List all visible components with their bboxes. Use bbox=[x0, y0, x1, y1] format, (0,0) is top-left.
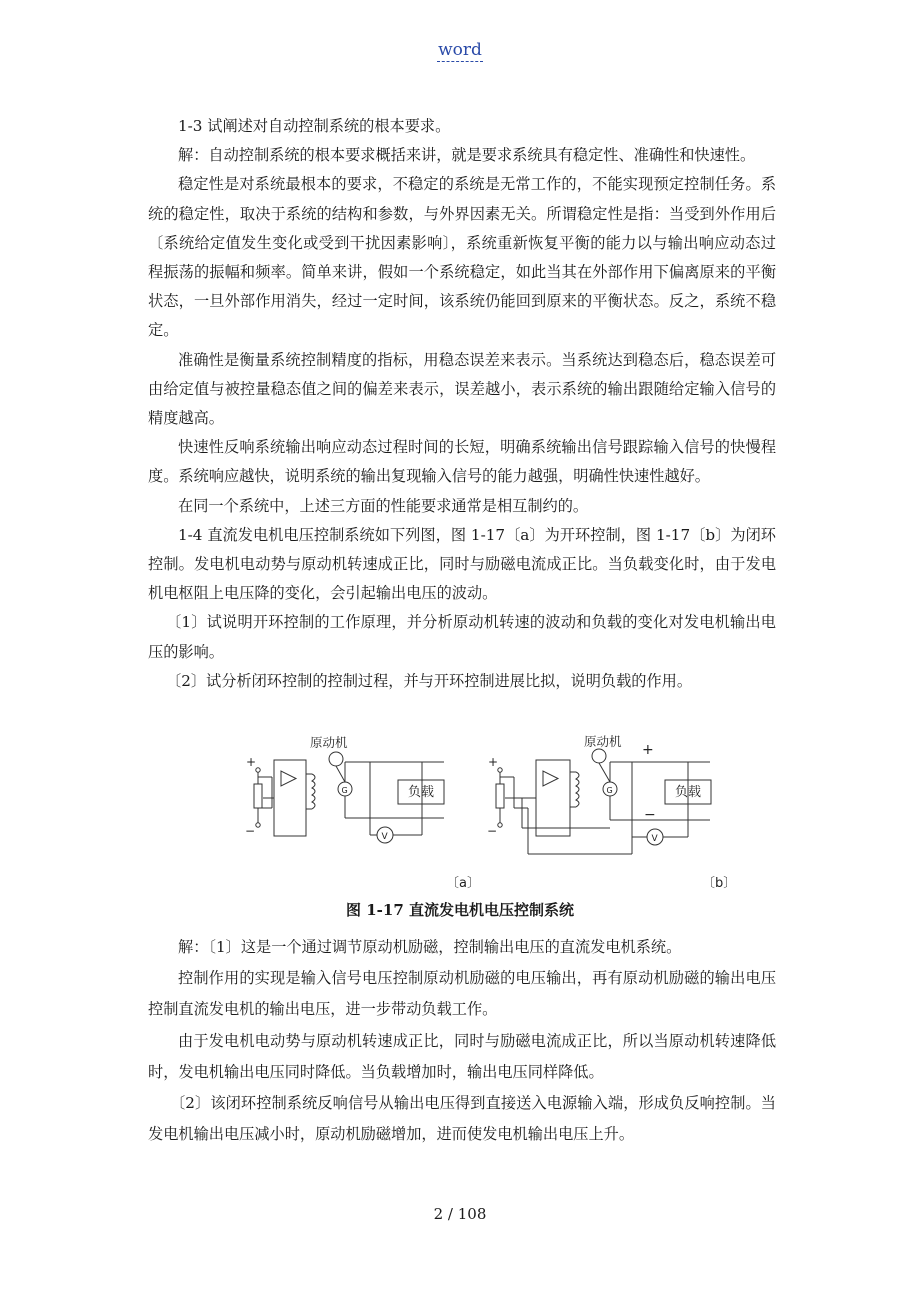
figure-a-sublabel: 〔a〕 bbox=[446, 876, 480, 891]
voltmeter-label-a: V bbox=[381, 832, 388, 842]
generator-label-a: G bbox=[341, 786, 348, 795]
question-1-4-part-1: 〔1〕试说明开环控制的工作原理，并分析原动机转速的波动和负载的变化对发电机输出电压的影响。 bbox=[148, 613, 776, 661]
page-header bbox=[0, 40, 920, 60]
accuracy-paragraph: 准确性是衡量系统控制精度的指标，用稳态误差来表示。当系统达到稳态后，稳态误差可由给定值与被控量稳态值之间的偏差来表示，误差越小，表示系统的输出跟随给定输入信号的精度越高。 bbox=[148, 350, 776, 428]
body-section-2 bbox=[148, 932, 776, 1150]
stability-paragraph: 稳定性是对系统最根本的要求，不稳定的系统是无常工作的，不能实现预定控制任务。系统的稳定性，取决于系统的结构和参数，与外界因素无关。所谓稳定性是指：当受到外作用后〔系统给定值发生变化或受到干扰因素影响〕，系统重新恢复平衡的能力以与输出响应动态过程振荡的振幅和频率。简单来讲，假如一个系统稳定，如此当其在外部作用下偏离原来的平衡状态，一旦外部作用消失，经过一定时间，该系统仍能回到原来的平衡状态。反之，系统不稳定。 bbox=[148, 175, 776, 340]
minus-output-label-b: − bbox=[644, 807, 656, 823]
minus-label-a: − bbox=[245, 824, 256, 838]
plus-label-a: + bbox=[246, 755, 257, 769]
question-1-4-part-2: 〔2〕试分析闭环控制的控制过程，并与开环控制进展比拟，说明负载的作用。 bbox=[166, 671, 693, 690]
answer-1-4-mechanism: 控制作用的实现是输入信号电压控制原动机励磁的电压输出，再有原动机励磁的输出电压控制直流发电机的输出电压，进一步带动负载工作。 bbox=[148, 969, 776, 1019]
answer-1-3-intro: 解：自动控制系统的根本要求概括来讲，就是要求系统具有稳定性、准确性和快速性。 bbox=[178, 146, 756, 165]
prime-mover-label-a: 原动机 bbox=[310, 735, 348, 750]
figure-caption: 图 1-17 直流发电机电压控制系统 bbox=[346, 901, 574, 919]
question-1-3: 1-3 试阐述对自动控制系统的根本要求。 bbox=[178, 117, 451, 135]
minus-label-b: − bbox=[487, 824, 498, 838]
tradeoff-paragraph: 在同一个系统中，上述三方面的性能要求通常是相互制约的。 bbox=[178, 496, 589, 515]
circuit-figure bbox=[232, 722, 752, 897]
voltmeter-label-b: V bbox=[651, 834, 658, 844]
load-label-a: 负载 bbox=[408, 785, 435, 800]
figure-b-sublabel: 〔b〕 bbox=[702, 876, 737, 891]
generator-label-b: G bbox=[606, 786, 613, 795]
speed-paragraph: 快速性反响系统输出响应动态过程时间的长短，明确系统输出信号跟踪输入信号的快慢程度。系统响应越快，说明系统的输出复现输入信号的能力越强，明确性快速性越好。 bbox=[148, 438, 776, 486]
answer-1-4-part-2: 〔2〕该闭环控制系统反响信号从输出电压得到直接送入电源输入端，形成负反响控制。当发电机输出电压减小时，原动机励磁增加，进而使发电机输出电压上升。 bbox=[148, 1094, 776, 1144]
load-label-b: 负载 bbox=[675, 785, 702, 800]
circuit-b bbox=[496, 749, 711, 854]
page-number: 2 / 108 bbox=[433, 1205, 487, 1223]
body-section-1 bbox=[148, 112, 776, 696]
header-title[interactable]: word bbox=[438, 40, 482, 60]
answer-1-4-part-1: 解：〔1〕这是一个通过调节原动机励磁，控制输出电压的直流发电机系统。 bbox=[178, 938, 682, 956]
question-1-4: 1-4 直流发电机电压控制系统如下列图，图 1-17〔a〕为开环控制，图 1-17〔b〕为闭环控制。发电机电动势与原动机转速成正比，同时与励磁电流成正比。当负载变化时，由于发电机电枢阻上电压降的变化，会引起输出电压的波动。 bbox=[148, 525, 776, 603]
plus-label-b: + bbox=[488, 755, 499, 769]
answer-1-4-effects: 由于发电机电动势与原动机转速成正比，同时与励磁电流成正比，所以当原动机转速降低时，发电机输出电压同时降低。当负载增加时，输出电压同样降低。 bbox=[148, 1031, 776, 1081]
plus-output-label-b: + bbox=[642, 742, 654, 758]
prime-mover-label-b: 原动机 bbox=[584, 734, 622, 749]
